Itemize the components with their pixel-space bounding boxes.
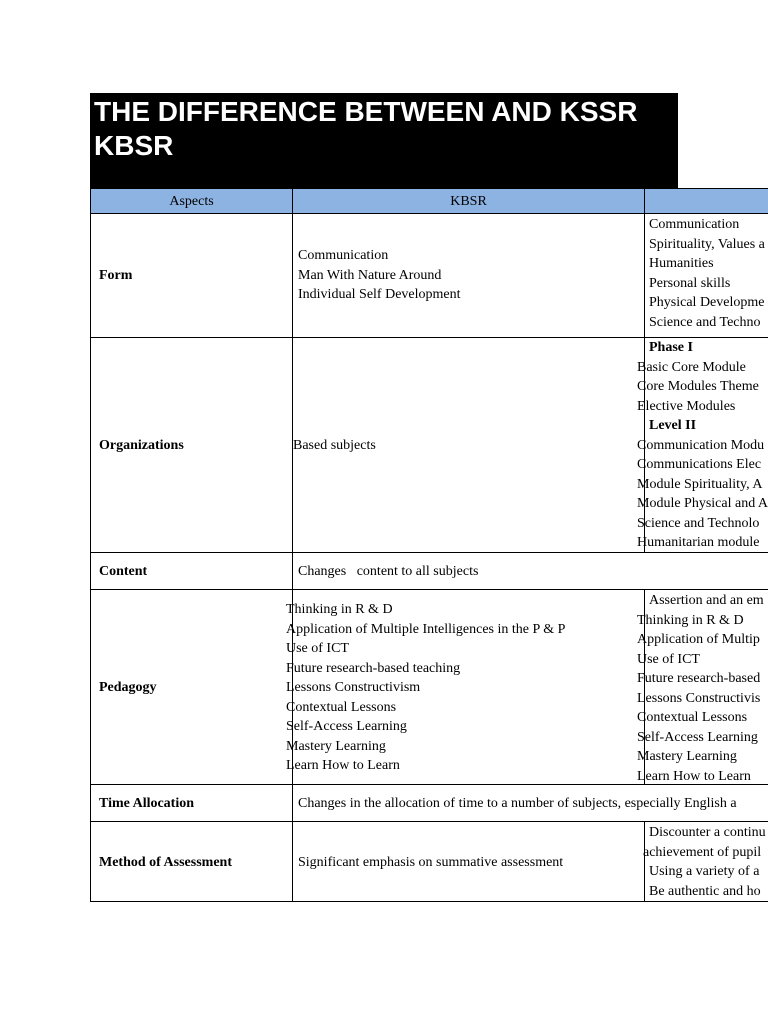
list-item: Use of ICT	[637, 651, 700, 667]
list-item: Core Modules Theme	[637, 379, 759, 394]
list-item: Elective Modules	[637, 398, 736, 414]
aspect-content: Content	[99, 564, 148, 579]
header-kbsr: KBSR	[293, 189, 644, 214]
list-item: Self-Access Learning	[637, 729, 758, 745]
title-line-1: THE DIFFERENCE BETWEEN AND KSSR	[94, 96, 638, 127]
list-item: Physical Developme	[649, 295, 765, 310]
list-item: Application of Multiple Intelligences in the P & P	[286, 621, 566, 637]
phase-heading: Phase I	[649, 340, 693, 355]
time-allocation-text: Changes in the allocation of time to a number of subjects, especially English a	[298, 796, 737, 811]
list-item: Contextual Lessons	[286, 699, 397, 715]
list-item: Science and Technolo	[637, 515, 760, 531]
list-item: Future research-based	[637, 671, 761, 686]
pedagogy-kssr-list	[637, 591, 768, 786]
list-item: Learn How to Learn	[286, 758, 400, 773]
row-divider-6	[91, 901, 768, 902]
list-item: Lessons Constructivis	[637, 690, 761, 706]
list-item: Communication	[649, 217, 740, 232]
list-item: Learn How to Learn	[637, 768, 751, 784]
list-item: Communication Modu	[637, 437, 765, 453]
aspect-time-allocation: Time Allocation	[99, 796, 195, 811]
page-title	[90, 93, 678, 189]
aspect-method-of-assessment: Method of Assessment	[99, 855, 232, 870]
header-aspects: Aspects	[91, 189, 292, 214]
assessment-kssr-list	[643, 823, 768, 901]
content-text: Changes content to all subjects	[298, 564, 479, 579]
level-heading: Level II	[649, 418, 697, 433]
aspect-form: Form	[99, 268, 133, 283]
aspect-pedagogy: Pedagogy	[99, 680, 157, 695]
organizations-kbsr: Based subjects	[293, 438, 376, 453]
assessment-kbsr: Significant emphasis on summative assessment	[298, 855, 564, 870]
list-item: Assertion and an em	[649, 593, 764, 608]
aspect-organizations: Organizations	[99, 438, 184, 453]
pedagogy-kbsr-list	[286, 600, 565, 776]
form-kssr-list	[649, 215, 768, 332]
list-item: Lessons Constructivism	[286, 680, 421, 695]
list-item: Thinking in R & D	[286, 602, 393, 617]
list-item: Self-Access Learning	[286, 719, 407, 734]
list-item: Module Physical and A	[637, 496, 768, 511]
list-item: Spirituality, Values a	[649, 236, 765, 252]
list-item: Humanitarian module	[637, 535, 760, 550]
list-item: Man With Nature Around	[298, 267, 442, 283]
list-item: Module Spirituality, A	[637, 476, 763, 492]
list-item: Humanities	[649, 256, 714, 271]
list-item: Application of Multip	[637, 632, 760, 647]
list-item: Use of ICT	[286, 641, 349, 656]
row-divider-3	[91, 589, 768, 590]
form-kbsr-list	[298, 246, 461, 305]
list-item: Be authentic and ho	[649, 883, 761, 899]
list-item: Discounter a continu	[649, 825, 766, 840]
list-item: Individual Self Development	[298, 287, 461, 302]
list-item: Using a variety of a	[649, 864, 760, 879]
header-kssr	[645, 189, 768, 214]
list-item: Mastery Learning	[637, 749, 737, 764]
list-item: Mastery Learning	[286, 738, 386, 754]
comparison-table	[90, 188, 768, 902]
organizations-kssr-list	[637, 338, 768, 553]
title-line-2: KBSR	[94, 130, 174, 161]
list-item: Future research-based teaching	[286, 660, 461, 676]
list-item: Basic Core Module	[637, 359, 746, 375]
list-item: Contextual Lessons	[637, 710, 748, 725]
list-item: Thinking in R & D	[637, 612, 744, 628]
list-item: achievement of pupil	[643, 844, 762, 860]
list-item: Communications Elec	[637, 457, 762, 472]
list-item: Personal skills	[649, 275, 731, 291]
column-divider-1	[292, 189, 293, 902]
list-item: Communication	[298, 248, 389, 263]
row-divider-5	[91, 821, 768, 822]
list-item: Science and Techno	[649, 314, 761, 330]
